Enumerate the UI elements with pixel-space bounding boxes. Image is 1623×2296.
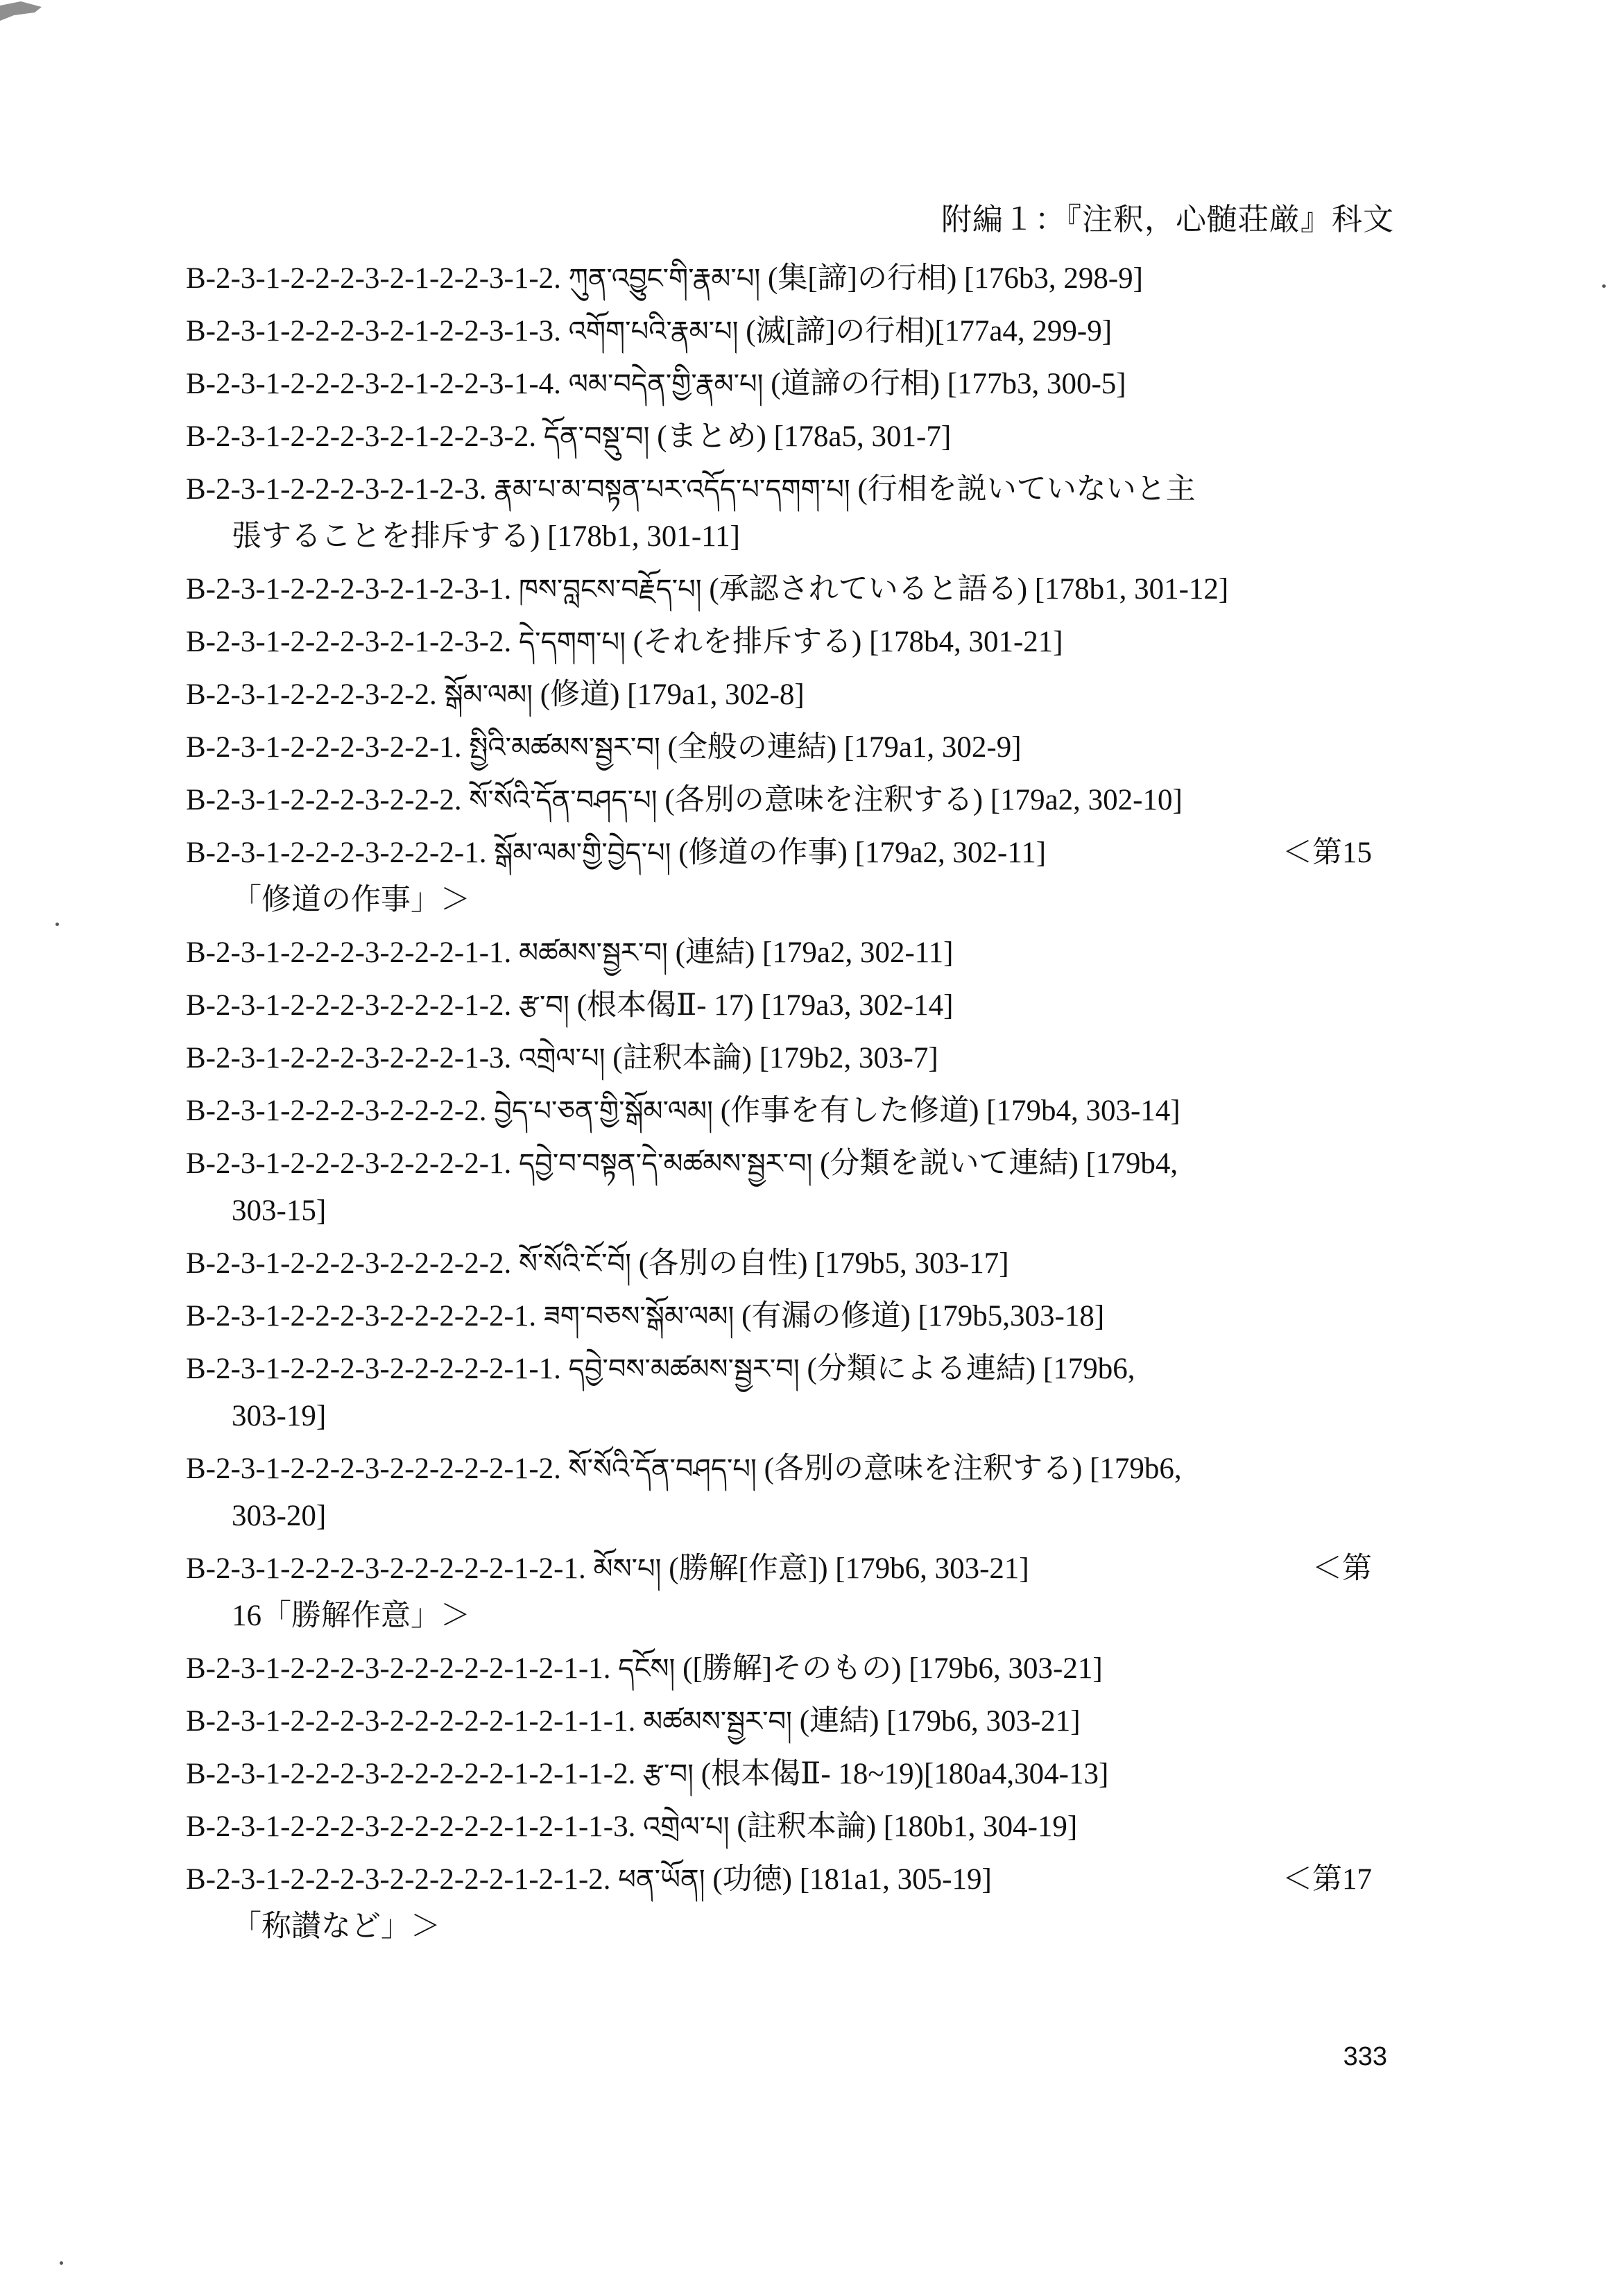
entry-number: B-2-3-1-2-2-2-3-2-2-2-2-2-1-2-1-1-3. [186,1810,636,1843]
entry-number: B-2-3-1-2-2-2-3-2-2-2-1-3. [186,1042,512,1074]
entry-number: B-2-3-1-2-2-2-3-2-2. [186,678,437,711]
outline-entry [186,1751,1393,1798]
entry-gloss-and-ref: (修道の作事) [179a2, 302-11] [678,837,1047,869]
entry-section-note: ＜第15 [1282,837,1372,869]
entry-tibetan-title: དེ་དགག་པ། [519,626,626,658]
entry-number: B-2-3-1-2-2-2-3-2-2-2-2-2-1-2-1-1-2. [186,1758,636,1790]
entry-number: B-2-3-1-2-2-2-3-2-2-2-2-2-1-2-1-1. [186,1652,611,1685]
entry-tibetan-title: ལམ་བདེན་གྱི་རྣམ་པ། [568,368,764,400]
entry-gloss-and-ref: (連結) [179a2, 302-11] [675,936,954,969]
entry-tibetan-title: མོས་པ། [593,1553,662,1585]
entry-gloss-and-ref: (根本偈Ⅱ- 18~19)[180a4,304-13] [701,1758,1109,1790]
outline-entry [186,413,1393,461]
entry-tibetan-title: མཚམས་སྦྱར་བ། [643,1706,792,1738]
entry-tibetan-title: སོ་སོའི་ངོ་བོ། [519,1248,632,1280]
entry-gloss-and-ref: (各別の意味を注釈する) [179b6, [764,1453,1182,1485]
entry-tibetan-title: སྤྱིའི་མཚམས་སྦྱར་བ། [469,732,660,764]
entry-gloss-and-ref: ([勝解]そのもの) [179b6, 303-21] [682,1652,1103,1685]
entry-number: B-2-3-1-2-2-2-3-2-1-2-2-3-1-4. [186,368,561,400]
entry-gloss-and-ref: (道諦の行相) [177b3, 300-5] [771,368,1126,400]
entry-number: B-2-3-1-2-2-2-3-2-2-1. [186,731,462,764]
entry-tibetan-title: འགྲེལ་པ། [643,1811,730,1843]
entry-tibetan-title: མཚམས་སྦྱར་བ། [519,937,668,969]
outline-entry [186,1240,1393,1287]
entry-tibetan-title: དངོས། [618,1653,676,1685]
entry-tibetan-title: དབྱེ་བ་བསྟན་དེ་མཚམས་སྦྱར་བ། [519,1148,813,1180]
entry-tibetan-title: རྩ་བ། [519,990,569,1022]
entry-continuation: 303-19] [232,1400,327,1432]
entry-gloss-and-ref: (註釈本論) [179b2, 303-7] [612,1042,938,1074]
outline-entry [186,1346,1393,1440]
outline-entry [186,929,1393,977]
outline-entry [186,982,1393,1029]
scan-speck [60,2261,63,2265]
entry-gloss-and-ref: (集[諦]の行相) [176b3, 298-9] [768,262,1144,295]
entry-tibetan-title: འགྲེལ་པ། [519,1043,606,1074]
entry-number: B-2-3-1-2-2-2-3-2-2-2-1-1. [186,936,512,969]
entry-gloss-and-ref: (連結) [179b6, 303-21] [799,1705,1081,1738]
entry-number: B-2-3-1-2-2-2-3-2-2-2. [186,784,462,816]
entry-gloss-and-ref: (各別の意味を注釈する) [179a2, 302-10] [664,784,1183,816]
entry-tibetan-title: ཟག་བཅས་སྒོམ་ལམ། [543,1301,735,1333]
outline-entry [186,1035,1393,1082]
entry-gloss-and-ref: (各別の自性) [179b5, 303-17] [638,1247,1009,1280]
entry-gloss-and-ref: (承認されていると語る) [178b1, 301-12] [709,573,1229,606]
page-number: 333 [1343,2042,1387,2071]
entry-gloss-and-ref: (まとめ) [178a5, 301-7] [657,420,952,453]
entry-gloss-and-ref: (行相を説いていないと主 [857,473,1196,506]
outline-entry [186,1856,1393,1951]
entry-tibetan-title: སོ་སོའི་དོན་བཤད་པ། [568,1453,757,1485]
entry-number: B-2-3-1-2-2-2-3-2-2-2-2-2-1. [186,1300,537,1333]
outline-entry [186,1804,1393,1851]
entry-tibetan-title: དོན་བསྡུ་བ། [543,421,650,453]
entry-continuation: 張することを排斥する) [178b1, 301-11] [232,520,740,553]
scan-speck [1602,284,1606,288]
outline-entry [186,255,1393,302]
entry-tibetan-title: ཀུན་འབྱུང་གི་རྣམ་པ། [568,263,761,295]
entry-tibetan-title: ཕན་ཡོན། [618,1864,705,1896]
entry-gloss-and-ref: (有漏の修道) [179b5,303-18] [741,1300,1105,1333]
outline-entry [186,777,1393,824]
entry-continuation: 303-15] [232,1194,327,1227]
entry-number: B-2-3-1-2-2-2-3-2-2-2-1-2. [186,989,512,1022]
outline-entry [186,619,1393,666]
outline-entry [186,671,1393,719]
entry-number: B-2-3-1-2-2-2-3-2-2-2-2-2-1-2-1. [186,1552,586,1585]
entry-tibetan-title: སྒོམ་ལམ། [444,679,533,711]
entry-number: B-2-3-1-2-2-2-3-2-2-2-2-2-1-2. [186,1453,561,1485]
entry-number: B-2-3-1-2-2-2-3-2-2-2-2. [186,1095,487,1127]
entry-tibetan-title: སོ་སོའི་དོན་བཤད་པ། [469,785,658,816]
entry-gloss-and-ref: (勝解[作意]) [179b6, 303-21] [669,1552,1029,1585]
entry-gloss-and-ref: (分類による連結) [179b6, [807,1353,1135,1385]
entry-tibetan-title: རྩ་བ། [643,1758,694,1790]
outline-entry [186,1545,1393,1640]
entry-gloss-and-ref: (全般の連結) [179a1, 302-9] [667,731,1022,764]
entry-number: B-2-3-1-2-2-2-3-2-2-2-2-2. [186,1247,512,1280]
outline-list [186,255,1393,1956]
entry-number: B-2-3-1-2-2-2-3-2-2-2-2-2-1-2-1-2. [186,1863,611,1896]
scan-speck [55,923,59,926]
entry-gloss-and-ref: (修道) [179a1, 302-8] [540,678,805,711]
entry-continuation: 「称讃など」＞ [232,1910,440,1943]
scan-artifact-mark [0,0,49,32]
outline-entry [186,1088,1393,1135]
entry-number: B-2-3-1-2-2-2-3-2-1-2-2-3-2. [186,420,537,453]
outline-entry [186,1140,1393,1235]
outline-entry [186,724,1393,771]
entry-tibetan-title: དབྱེ་བས་མཚམས་སྦྱར་བ། [568,1353,800,1385]
entry-number: B-2-3-1-2-2-2-3-2-1-2-3-2. [186,626,512,658]
entry-continuation: 16「勝解作意」＞ [232,1600,470,1632]
entry-section-note: ＜第17 [1282,1863,1372,1896]
entry-tibetan-title: ཁས་བླངས་བརྗོད་པ། [519,574,702,606]
outline-entry [186,566,1393,613]
entry-section-note: ＜第 [1312,1552,1372,1585]
entry-tibetan-title: བྱེད་པ་ཅན་གྱི་སྒོམ་ལམ། [494,1095,714,1127]
entry-gloss-and-ref: (功徳) [181a1, 305-19] [712,1863,992,1896]
outline-entry [186,308,1393,355]
entry-continuation: 「修道の作事」＞ [232,884,470,916]
outline-entry [186,466,1393,560]
entry-number: B-2-3-1-2-2-2-3-2-1-2-2-3-1-3. [186,315,561,348]
entry-gloss-and-ref: (分類を説いて連結) [179b4, [820,1147,1178,1180]
entry-tibetan-title: སྒོམ་ལམ་གྱི་བྱེད་པ། [494,837,671,869]
entry-number: B-2-3-1-2-2-2-3-2-2-2-1. [186,837,487,869]
entry-number: B-2-3-1-2-2-2-3-2-1-2-3-1. [186,573,512,606]
outline-entry [186,1293,1393,1340]
entry-tibetan-title: རྣམ་པ་མ་བསྟན་པར་འདོད་པ་དགག་པ། [494,474,850,506]
entry-number: B-2-3-1-2-2-2-3-2-2-2-2-2-1-1. [186,1353,561,1385]
entry-number: B-2-3-1-2-2-2-3-2-2-2-2-1. [186,1147,512,1180]
outline-entry [186,830,1393,924]
running-header: 附編１：『注釈，心髄荘厳』科文 [941,203,1394,237]
outline-entry [186,1698,1393,1745]
outline-entry [186,1645,1393,1693]
outline-entry [186,361,1393,408]
entry-continuation: 303-20] [232,1500,327,1532]
entry-number: B-2-3-1-2-2-2-3-2-1-2-3. [186,473,487,506]
outline-entry [186,1446,1393,1540]
entry-gloss-and-ref: (註釈本論) [180b1, 304-19] [737,1810,1078,1843]
entry-number: B-2-3-1-2-2-2-3-2-2-2-2-2-1-2-1-1-1. [186,1705,636,1738]
entry-tibetan-title: འགོག་པའི་རྣམ་པ། [568,316,739,348]
entry-gloss-and-ref: (根本偈Ⅱ- 17) [179a3, 302-14] [576,989,954,1022]
entry-number: B-2-3-1-2-2-2-3-2-1-2-2-3-1-2. [186,262,561,295]
entry-gloss-and-ref: (滅[諦]の行相)[177a4, 299-9] [746,315,1113,348]
entry-gloss-and-ref: (それを排斥する) [178b4, 301-21] [633,626,1063,658]
entry-gloss-and-ref: (作事を有した修道) [179b4, 303-14] [720,1095,1180,1127]
